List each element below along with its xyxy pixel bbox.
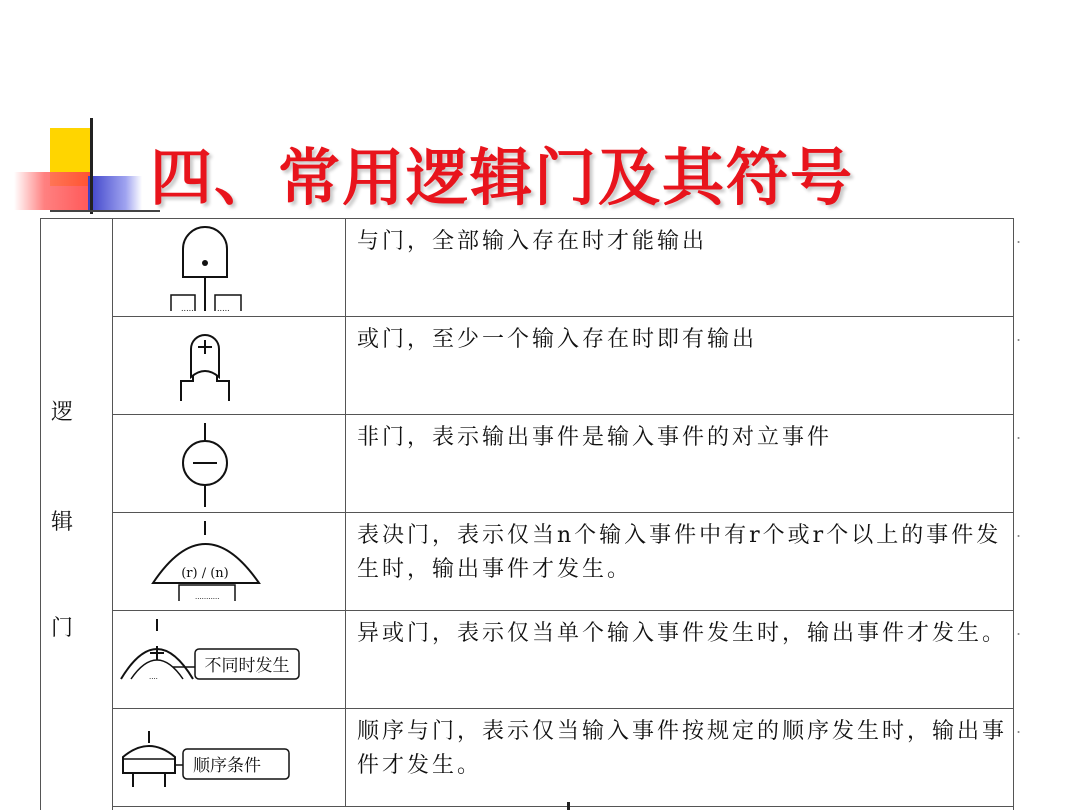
not-gate-icon [113, 415, 346, 513]
page-title: 四、常用逻辑门及其符号 [150, 141, 855, 214]
table-row [113, 317, 1013, 415]
svg-text:.....: ..... [181, 304, 194, 313]
svg-text:.....: ..... [217, 304, 230, 313]
voting-gate-icon [113, 513, 346, 611]
table-row [113, 415, 1013, 513]
edge-mark: . [1016, 326, 1022, 345]
table-row [113, 709, 1013, 807]
table-row [113, 611, 1013, 709]
symbol-cell [113, 317, 346, 414]
logic-gate-table [40, 218, 1014, 810]
gate-description: 异或门，表示仅当单个输入事件发生时，输出事件才发生。 [357, 621, 1008, 646]
symbol-label: (r) / (n) [181, 566, 229, 581]
symbol-cell [113, 709, 346, 806]
decorative-corner-graphic [0, 0, 160, 230]
symbol-cell [113, 219, 346, 316]
svg-text:....: .... [149, 673, 158, 681]
divider-tick [567, 802, 570, 810]
edge-mark: . [1016, 522, 1022, 541]
table-row [113, 513, 1013, 611]
gate-description: 或门，至少一个输入存在时即有输出 [357, 327, 758, 352]
gate-description: 顺序与门，表示仅当输入事件按规定的顺序发生时，输出事件才发生。 [357, 719, 1008, 778]
gate-description: 非门，表示输出事件是输入事件的对立事件 [357, 425, 833, 450]
svg-text:...........: ........... [195, 593, 220, 601]
symbol-cell [113, 611, 346, 708]
symbol-cell [113, 513, 346, 610]
category-char: 逻 [51, 400, 74, 425]
edge-mark: . [1016, 424, 1022, 443]
category-char: 门 [51, 616, 74, 641]
category-char: 辑 [51, 510, 74, 535]
or-gate-icon [113, 317, 346, 415]
edge-mark: . [1016, 228, 1022, 247]
gate-description: 表决门，表示仅当n个输入事件中有r个或r个以上的事件发生时，输出事件才发生。 [357, 523, 1002, 582]
symbol-label: 不同时发生 [204, 656, 290, 676]
symbol-cell [113, 415, 346, 512]
edge-mark: . [1016, 620, 1022, 639]
xor-gate-icon [113, 611, 346, 709]
symbol-label: 顺序条件 [193, 756, 261, 776]
and-gate-icon [113, 219, 346, 317]
gate-description: 与门，全部输入存在时才能输出 [357, 229, 708, 254]
priority-and-gate-icon [113, 709, 346, 807]
category-column [41, 219, 113, 810]
edge-mark: . [1016, 718, 1022, 737]
table-row [113, 219, 1013, 317]
